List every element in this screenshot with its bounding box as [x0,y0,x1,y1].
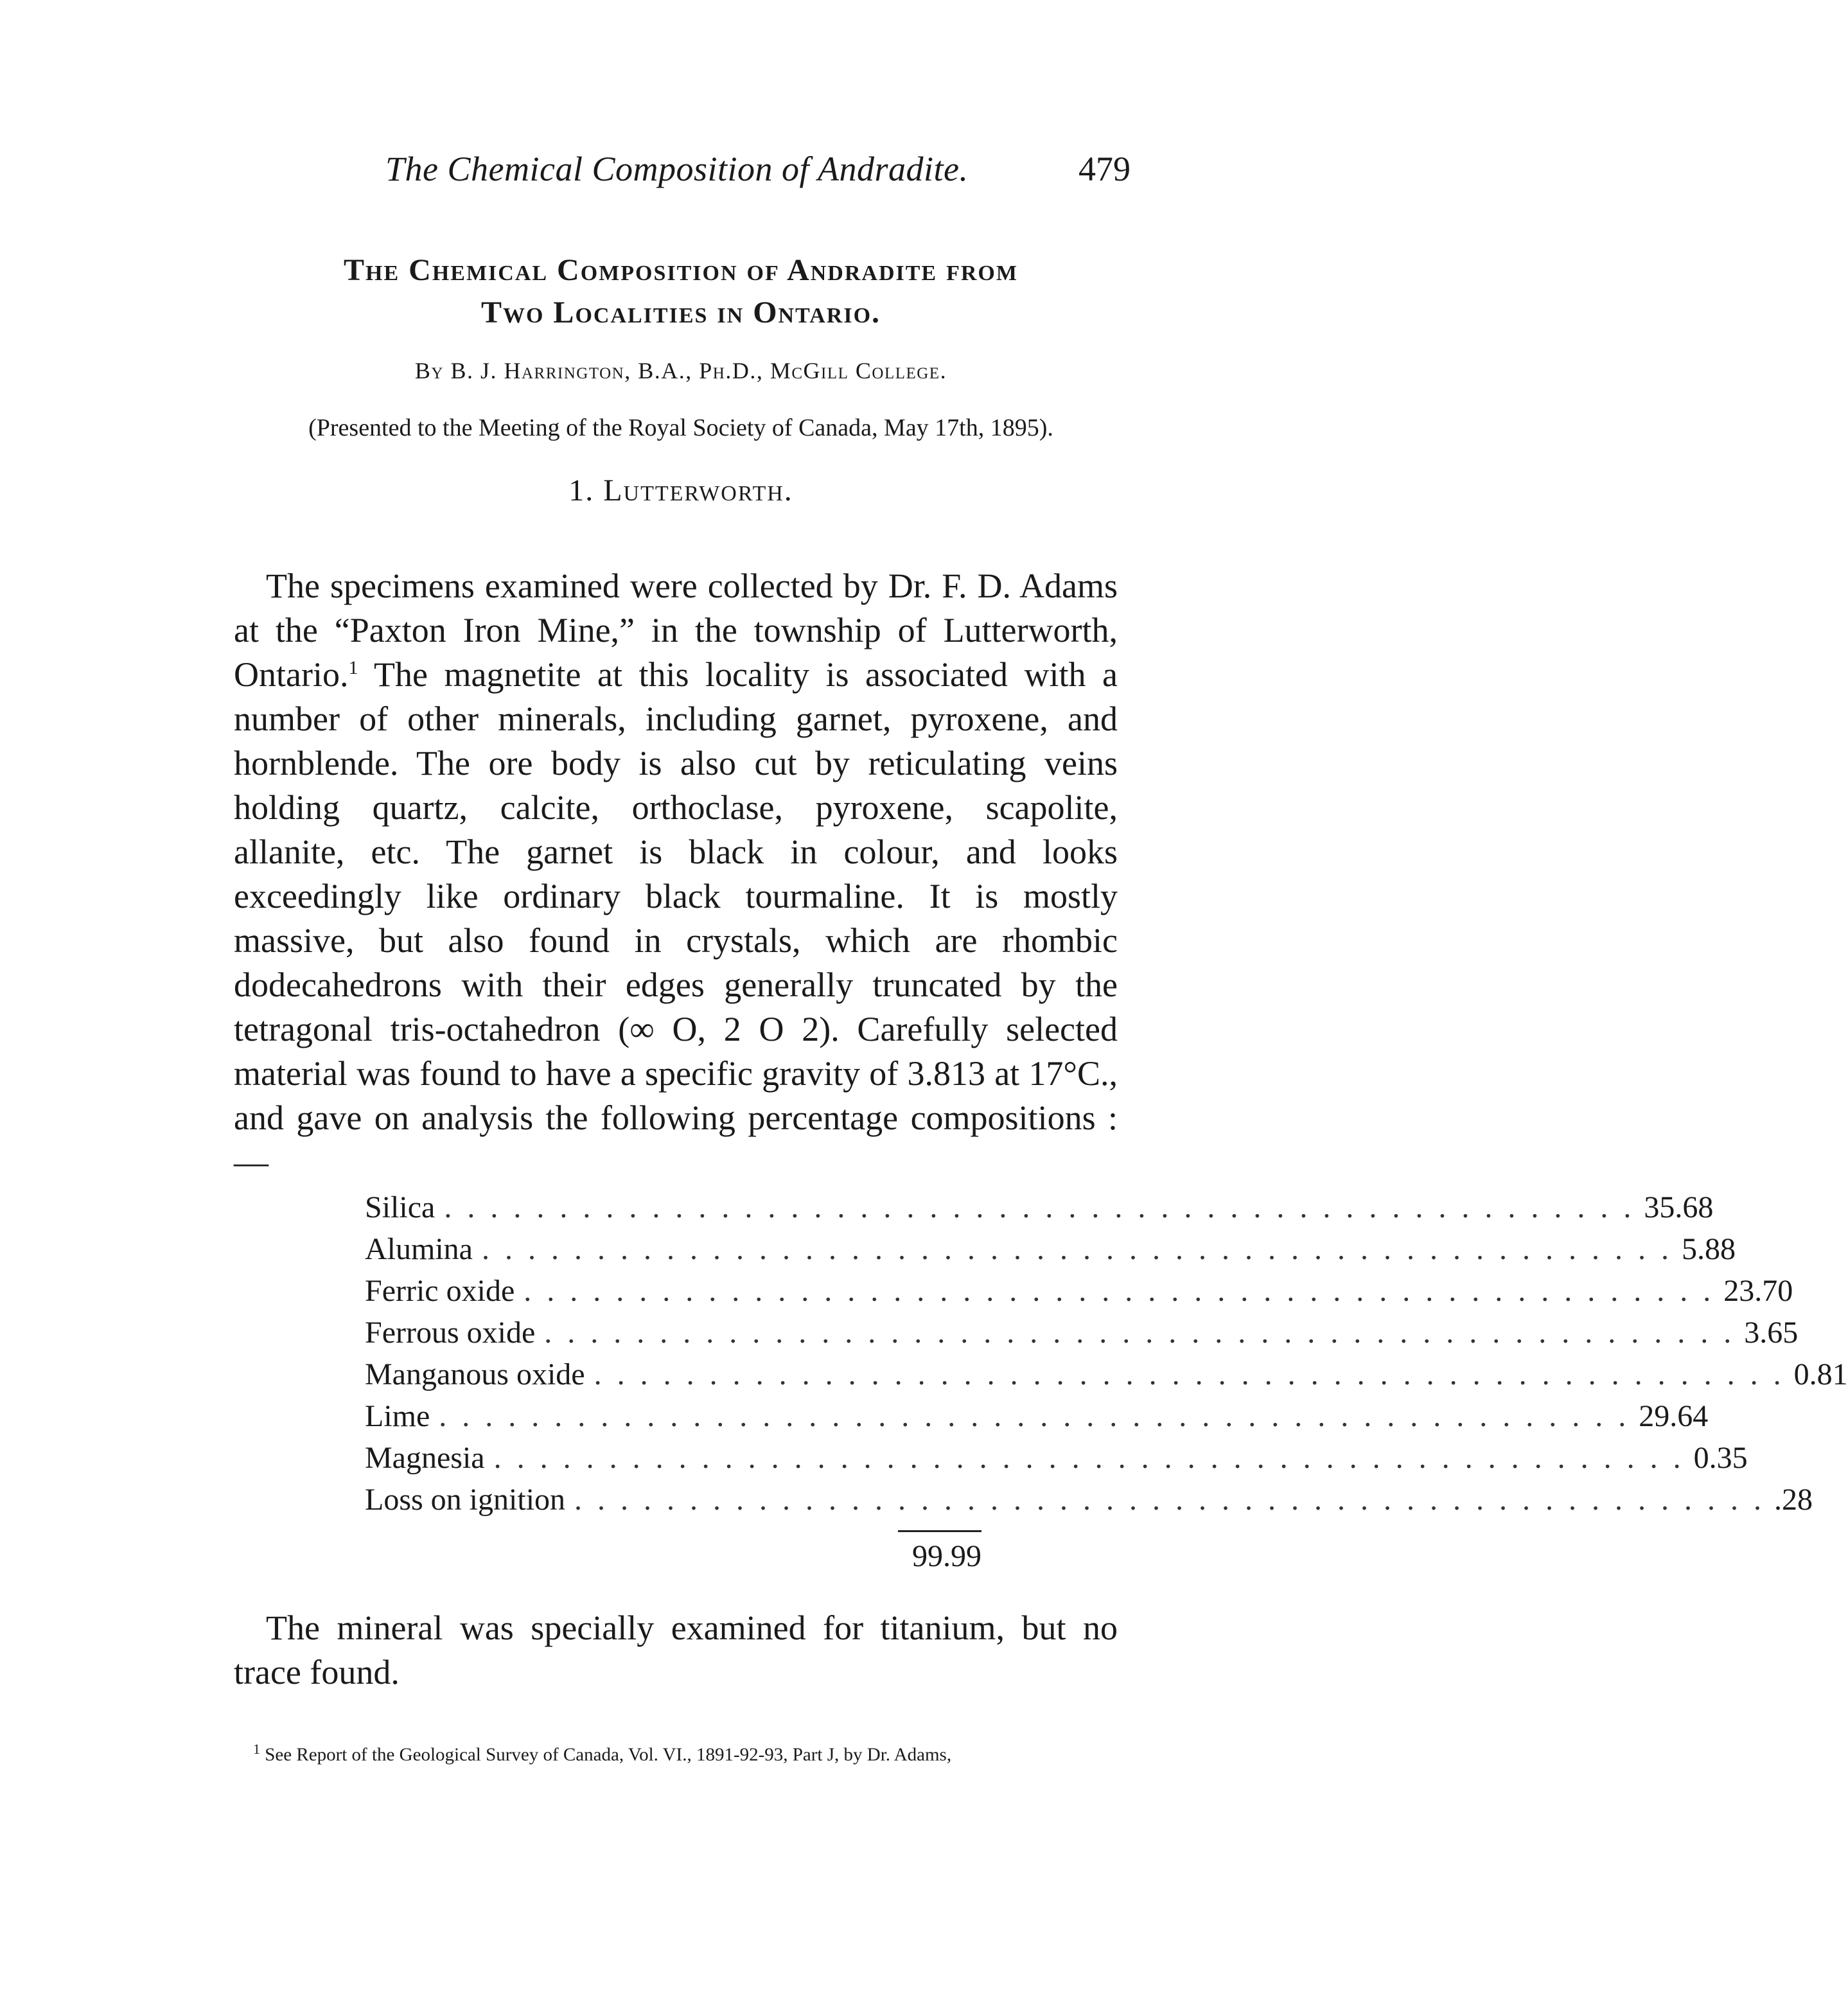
component-value: 5.88 [1681,1232,1736,1266]
component-name: Manganous oxide [365,1357,585,1391]
composition-table [365,1190,1848,1574]
composition-row [365,1231,1736,1273]
component-value: 35.68 [1644,1190,1714,1224]
running-title: The Chemical Composition of Andradite. [385,150,969,188]
presentation-note: (Presented to the Meeting of the Royal Society of Canada, May 17th, 1895). [308,414,1053,441]
running-header [231,149,1131,207]
component-value: 3.65 [1744,1316,1799,1350]
dot-leader: . . . . . . . . . . . . . . . . . . . . . . . . . . . . . . . . . . . . . . . . . . . . . . . . . . . . [524,1274,1715,1308]
component-name: Silica [365,1190,436,1224]
section-heading: 1. Lutterworth. [568,473,793,507]
paragraph-titanium: The mineral was specially examined for titanium, but no trace found. [234,1609,1118,1691]
author-byline: By B. J. Harrington, B.A., Ph.D., McGill College. [414,358,947,384]
composition-total-row [365,1539,981,1574]
dot-leader: . . . . . . . . . . . . . . . . . . . . . . . . . . . . . . . . . . . . . . . . . . . . . . . . . . . . [481,1232,1673,1266]
article-title-line-2: Two Localities in Ontario. [480,296,881,330]
title-block [231,249,1131,508]
component-value: 23.70 [1723,1274,1793,1308]
component-name: Lime [365,1399,430,1433]
component-value: 0.81 [1793,1357,1848,1391]
composition-total: 99.99 [912,1539,981,1573]
component-name: Loss on ignition [365,1483,566,1517]
footnote [234,1734,1118,1770]
footnote-text: See Report of the Geological Survey of Canada, Vol. VI., 1891-92-93, Part J, by Dr. Adams, [260,1744,952,1765]
page-number: 479 [1078,150,1131,188]
dot-leader: . . . . . . . . . . . . . . . . . . . . . . . . . . . . . . . . . . . . . . . . . . . . . . . . . . . . [493,1441,1685,1475]
composition-row [365,1190,1714,1231]
dot-leader: . . . . . . . . . . . . . . . . . . . . . . . . . . . . . . . . . . . . . . . . . . . . . . . . . . . . [439,1399,1630,1433]
article-title-line-1: The Chemical Composition of Andradite from [344,253,1018,287]
paragraph-text-part-1: The specimens examined were collected by Dr. F. D. Adams at the “Paxton Iron Mine,” in the township of Lutterworth, Ontario. [234,567,1118,694]
component-name: Ferric oxide [365,1274,515,1308]
paragraph-lutterworth [234,564,1118,1185]
total-rule [898,1530,981,1532]
component-value: 29.64 [1639,1399,1709,1433]
dot-leader: . . . . . . . . . . . . . . . . . . . . . . . . . . . . . . . . . . . . . . . . . . . . . . . . . . . . [544,1316,1736,1350]
footnote-mark: 1 [253,1741,260,1757]
footnote-reference: 1 [348,657,358,678]
composition-row [365,1482,1813,1524]
composition-row [365,1315,1799,1357]
composition-row [365,1273,1793,1315]
composition-row [365,1357,1848,1398]
dot-leader: . . . . . . . . . . . . . . . . . . . . . . . . . . . . . . . . . . . . . . . . . . . . . . . . . . . . [574,1483,1766,1517]
component-name: Magnesia [365,1441,485,1475]
dot-leader: . . . . . . . . . . . . . . . . . . . . . . . . . . . . . . . . . . . . . . . . . . . . . . . . . . . . [594,1357,1785,1391]
article-title [231,249,1131,334]
dot-leader: . . . . . . . . . . . . . . . . . . . . . . . . . . . . . . . . . . . . . . . . . . . . . . . . . . . . [444,1190,1635,1224]
component-name: Alumina [365,1232,473,1266]
composition-row [365,1398,1709,1440]
component-name: Ferrous oxide [365,1316,536,1350]
composition-row [365,1440,1748,1482]
component-value: 0.35 [1693,1441,1748,1475]
component-value: .28 [1774,1483,1813,1517]
paragraph-text-part-2: The magnetite at this locality is associated with a number of other minerals, including garnet, pyroxene, and hornblende. The ore body is also cut by reticulating veins holding quartz, calcite, orthoclase, pyroxene, scapolite, allanite, etc. The garnet is black in colour, and looks exceedingly like ordinary black tourmaline. It is mostly massive, but also found in crystals, which are rhombic dodecahedrons with their edges generally truncated by the tetragonal tris-octahedron (∞ O, 2 O 2). Carefully selected material was found to have a specific gravity of 3.813 at 17°C., and gave on analysis the following percentage compositions :— [234,655,1118,1181]
